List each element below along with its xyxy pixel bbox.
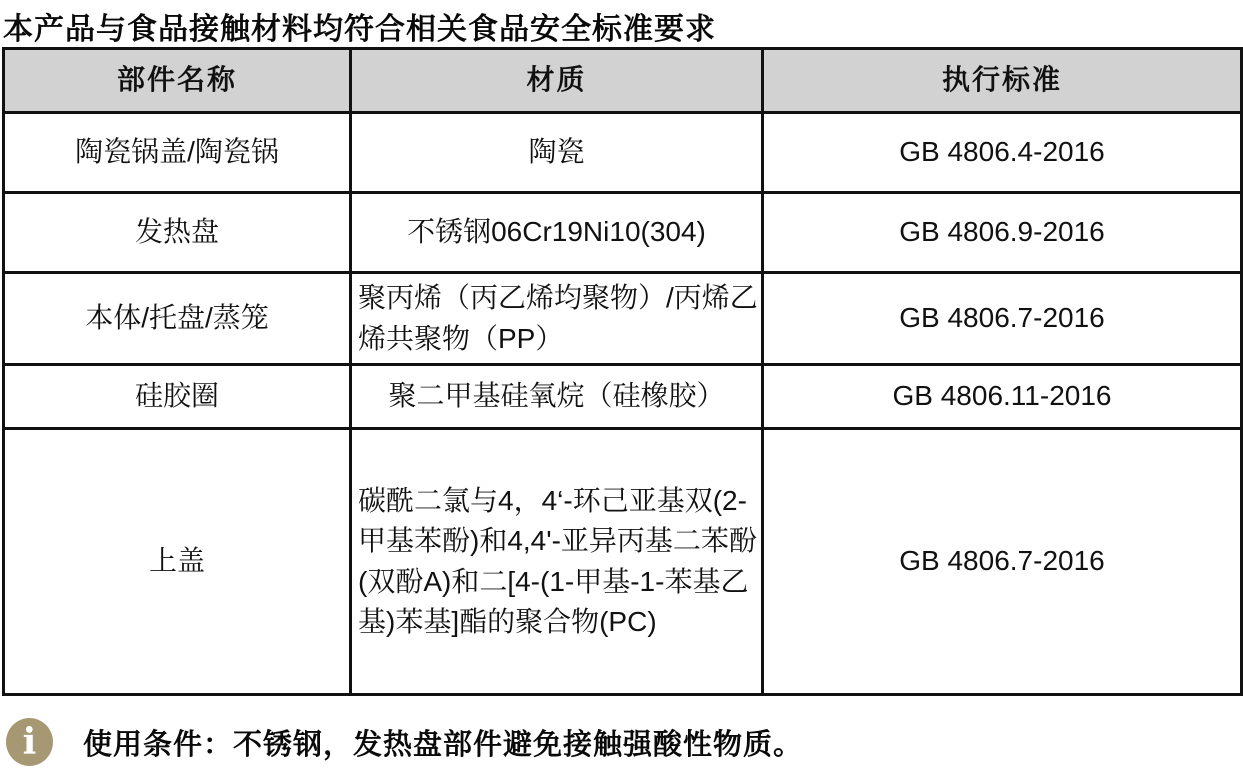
table-row: [4, 273, 1242, 365]
column-header-part-name: 部件名称: [4, 49, 351, 113]
page-title: 本产品与食品接触材料均符合相关食品安全标准要求: [3, 13, 716, 46]
standard-cell: GB 4806.7-2016: [763, 429, 1242, 695]
part-name-cell: 发热盘: [4, 193, 351, 273]
food-safety-standards-table: [2, 47, 1243, 696]
table-header-row: [4, 49, 1242, 113]
table-row: [4, 429, 1242, 695]
part-name-cell: 硅胶圈: [4, 365, 351, 429]
column-header-standard: 执行标准: [763, 49, 1242, 113]
usage-note: [6, 718, 1236, 766]
standard-cell: GB 4806.9-2016: [763, 193, 1242, 273]
material-cell: 碳酰二氯与4，4‘-环己亚基双(2-甲基苯酚)和4,4'-亚异丙基二苯酚(双酚A)和二[4-(1-甲基-1-苯基乙基)苯基]酯的聚合物(PC): [351, 429, 763, 695]
table-row: [4, 113, 1242, 193]
column-header-material: 材质: [351, 49, 763, 113]
table-row: [4, 193, 1242, 273]
material-cell: 不锈钢06Cr19Ni10(304): [351, 193, 763, 273]
usage-note-text: 使用条件：不锈钢，发热盘部件避免接触强酸性物质。: [83, 728, 804, 761]
part-name-cell: 上盖: [4, 429, 351, 695]
material-cell: 聚二甲基硅氧烷（硅橡胶）: [351, 365, 763, 429]
material-cell: 聚丙烯（丙乙烯均聚物）/丙烯乙烯共聚物（PP）: [351, 273, 763, 365]
standard-cell: GB 4806.11-2016: [763, 365, 1242, 429]
standard-cell: GB 4806.7-2016: [763, 273, 1242, 365]
part-name-cell: 本体/托盘/蒸笼: [4, 273, 351, 365]
material-cell: 陶瓷: [351, 113, 763, 193]
table-row: [4, 365, 1242, 429]
standard-cell: GB 4806.4-2016: [763, 113, 1242, 193]
info-icon: i: [6, 718, 53, 766]
part-name-cell: 陶瓷锅盖/陶瓷锅: [4, 113, 351, 193]
